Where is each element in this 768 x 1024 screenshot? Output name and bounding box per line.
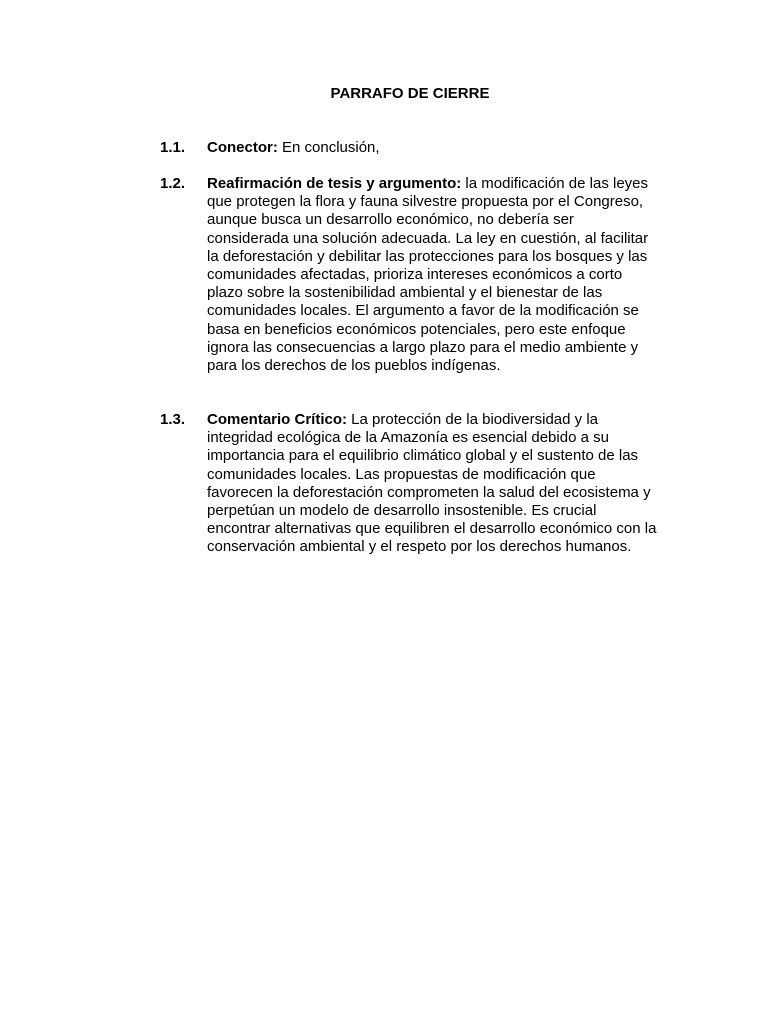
- list-item-connector: [160, 139, 660, 157]
- item-body: [207, 175, 659, 375]
- item-lead: Reafirmación de tesis y argumento:: [207, 175, 462, 192]
- item-body: [207, 411, 659, 557]
- item-text: En conclusión,: [277, 139, 380, 156]
- item-number: 1.2.: [160, 175, 186, 192]
- list-item-critical-comment: [160, 411, 660, 557]
- item-number: 1.1.: [160, 139, 186, 156]
- item-number: 1.3.: [160, 411, 186, 428]
- item-lead: Conector:: [207, 139, 278, 156]
- document-title: PARRAFO DE CIERRE: [330, 85, 490, 102]
- item-body: [207, 139, 659, 157]
- item-text: La protección de la biodiversidad y la integridad ecológica de la Amazonía es esencial debido a su importancia para el equilibrio climático global y el sustento de las comunidades locales. Las propuestas de modificación que favorecen la deforestación comprometen la salud del ecosistema y perpetúan un modelo de desarrollo insostenible. Es crucial encontrar alternativas que equilibren el desarrollo económico con la conservación ambiental y el respeto por los derechos humanos.: [207, 411, 657, 556]
- item-text: la modificación de las leyes que protegen la flora y fauna silvestre propuesta por el Congreso, aunque busca un desarrollo económico, no debería ser considerada una solución adecuada. La ley en cuestión, al facilitar la deforestación y debilitar las protecciones para los bosques y las comunidades afectadas, prioriza intereses económicos a corto plazo sobre la sostenibilidad ambiental y el bienestar de las comunidades locales. El argumento a favor de la modificación se basa en beneficios económicos potenciales, pero este enfoque ignora las consecuencias a largo plazo para el medio ambiente y para los derechos de los pueblos indígenas.: [207, 175, 649, 375]
- item-lead: Comentario Crítico:: [207, 411, 348, 428]
- list-item-thesis: [160, 175, 660, 375]
